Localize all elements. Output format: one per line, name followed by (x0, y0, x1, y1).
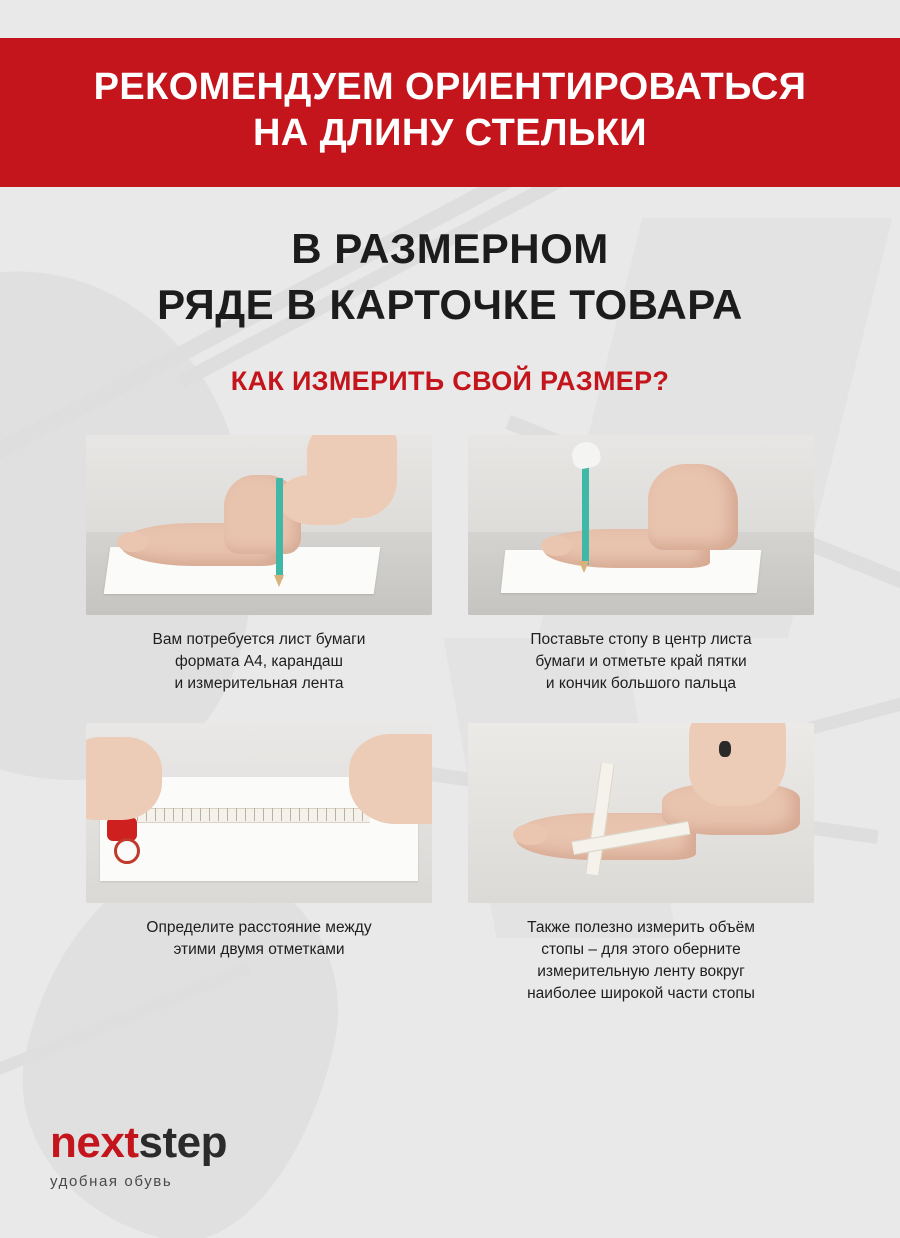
step-item (468, 723, 814, 1005)
banner-line-1: РЕКОМЕНДУЕМ ОРИЕНТИРОВАТЬСЯ (93, 66, 807, 108)
step-3-caption (146, 917, 371, 961)
step-1-caption (153, 629, 366, 695)
brand-logo-step: step (138, 1118, 227, 1167)
how-to-measure-question: КАК ИЗМЕРИТЬ СВОЙ РАЗМЕР? (230, 366, 670, 397)
caption-line: Также полезно измерить объём (527, 919, 755, 937)
headline-line-1: В РАЗМЕРНОМ (291, 224, 609, 272)
step-item (468, 435, 814, 695)
banner-line-2: НА ДЛИНУ СТЕЛЬКИ (252, 112, 648, 155)
step-4-photo (468, 723, 814, 903)
step-3-photo (86, 723, 432, 903)
caption-line: стопы – для этого оберните (541, 941, 741, 959)
brand-tagline: удобная обувь (50, 1173, 173, 1190)
caption-line: формата А4, карандаш (174, 653, 343, 671)
steps-grid (0, 397, 900, 1005)
caption-line: наиболее широкой части стопы (527, 985, 755, 1003)
caption-line: этими двумя отметками (173, 941, 345, 959)
step-2-photo (468, 435, 814, 615)
brand-logo (50, 1118, 227, 1167)
caption-line: и кончик большого пальца (545, 675, 737, 693)
recommendation-banner (0, 38, 900, 187)
step-item (86, 723, 432, 1005)
brand-footer (50, 1118, 227, 1190)
infographic-page (0, 38, 900, 1238)
caption-line: Поставьте стопу в центр листа (530, 631, 752, 649)
headline-block (0, 221, 900, 334)
caption-line: и измерительная лента (174, 675, 344, 693)
caption-line: Определите расстояние между (146, 919, 372, 937)
brand-logo-next: next (50, 1118, 139, 1167)
banner-heading (40, 64, 860, 157)
step-4-caption (527, 917, 755, 1005)
caption-line: Вам потребуется лист бумаги (152, 631, 366, 649)
caption-line: измерительную ленту вокруг (537, 963, 745, 981)
caption-line: бумаги и отметьте край пятки (535, 653, 747, 671)
step-item (86, 435, 432, 695)
step-2-caption (530, 629, 751, 695)
step-1-photo (86, 435, 432, 615)
headline-line-2: РЯДЕ В КАРТОЧКЕ ТОВАРА (157, 281, 743, 329)
